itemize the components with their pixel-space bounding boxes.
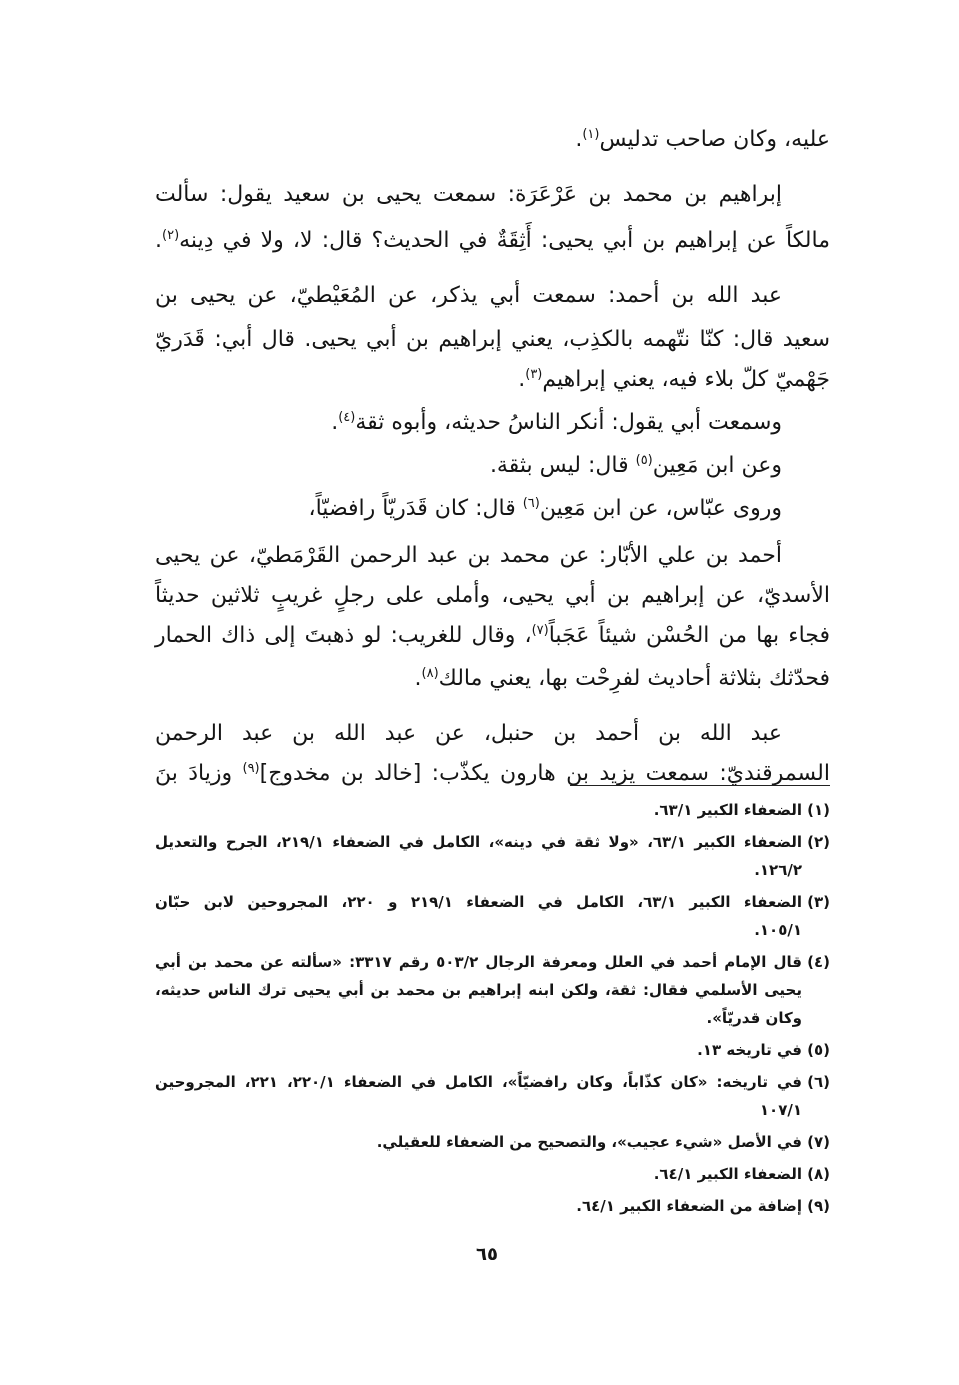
line-text: أحمد بن علي الأبّار: عن محمد بن عبد الرحمن القَرْمَطيّ، عن يحيى — [155, 543, 782, 568]
footnote-marker: (١) — [582, 127, 600, 143]
footnote-body — [155, 1192, 802, 1220]
text-line — [155, 659, 830, 702]
footnote-line: يحيى الأسلمي فقال: ثقة، ولكن ابنه إبراهيم بن محمد بن أبي يحيى ترك الناس حديثه، — [155, 981, 802, 999]
footnote-body — [155, 1160, 802, 1188]
line-text: فحدّثك بثلاثة أحاديث لفرِحْت بها، يعني مالك — [438, 666, 830, 691]
main-text — [155, 120, 830, 797]
footnote-marker: (٣) — [525, 367, 543, 383]
footnote-line: قال الإمام أحمد في العلل ومعرفة الرجال ٥٠٣/٢ رقم ٣٣١٧: «سألته عن محمد بن أبي — [155, 953, 802, 971]
footnote — [155, 828, 830, 884]
text-line — [155, 714, 830, 754]
line-text: عبد الله بن أحمد بن حنبل، عن عبد الله بن عبد الرحمن — [155, 721, 782, 746]
footnote-marker: (٩) — [242, 761, 260, 777]
text-line — [155, 360, 830, 403]
line-text: وعن ابن مَعِين — [652, 453, 782, 478]
footnote-marker: (٦) — [522, 496, 540, 512]
footnote-body — [155, 948, 802, 1032]
footnote — [155, 1160, 830, 1188]
text-line — [155, 221, 830, 264]
footnote-number: (٣) — [807, 893, 830, 911]
footnote — [155, 948, 830, 1032]
footnote-number: (٨) — [807, 1165, 830, 1183]
footnote-line: الضعفاء الكبير ٦٣/١، الكامل في الضعفاء ٢١٩/١ و ٢٢٠، المجروحين لابن حبّان — [155, 893, 802, 911]
line-text: وروى عبّاس، عن ابن مَعِين — [539, 496, 782, 521]
footnote-number: (٧) — [807, 1133, 830, 1151]
text-line — [155, 446, 830, 489]
text-line — [155, 489, 830, 532]
footnote-line: الضعفاء الكبير ٦٣/١. — [653, 801, 802, 819]
line-text-after: ، وقال للغريب: لو ذهبتَ إلى ذاك الحمار — [155, 623, 532, 648]
text-line — [155, 320, 830, 360]
text-line — [155, 403, 830, 446]
line-text-after: . — [414, 666, 422, 691]
footnote-number: (٥) — [807, 1041, 830, 1059]
footnote-line: إضافة من الضعفاء الكبير ٦٤/١. — [576, 1197, 802, 1215]
footnote — [155, 1192, 830, 1220]
line-text-after: . — [155, 228, 162, 253]
line-text: السمرقنديّ: سمعت يزيد بن هارون يكذّب: [خالد بن مخدوج] — [259, 761, 830, 786]
footnote-line: ١٢٦/٢. — [754, 861, 802, 879]
footnote-number: (٦) — [807, 1073, 830, 1091]
footnote — [155, 796, 830, 824]
footnote-line: في الأصل «شيء عجيب»، والتصحيح من الضعفاء للعقيلي. — [376, 1133, 802, 1151]
footnote-body — [155, 1128, 802, 1156]
line-text: سعيد قال: كنّا نتّهمه بالكذِب، يعني إبراهيم بن أبي يحيى. قال أبي: قَدَريّ — [155, 327, 830, 352]
page-number: ٦٥ — [476, 1244, 498, 1265]
footnote — [155, 1068, 830, 1124]
line-text: عبد الله بن أحمد: سمعت أبي يذكر، عن المُعَيْطيّ، عن يحيى بن — [155, 283, 782, 308]
footnote-line: ١٠٥/١. — [754, 921, 802, 939]
footnote-line: وكان قدريّاً». — [706, 1009, 802, 1027]
footnote-line: الضعفاء الكبير ٦٣/١، «ولا ثقة في دينه»، الكامل في الضعفاء ٢١٩/١، الجرح والتعديل — [155, 833, 802, 851]
footnote — [155, 1128, 830, 1156]
line-text-after: وزيادَ بنَ — [155, 761, 243, 786]
line-text: إبراهيم بن محمد بن عَرْعَرَة: سمعت يحيى بن سعيد يقول: سألت — [155, 182, 782, 207]
footnotes — [155, 796, 830, 1220]
footnote-line: الضعفاء الكبير ٦٤/١. — [653, 1165, 802, 1183]
text-line — [155, 175, 830, 215]
footnote-number: (٢) — [807, 833, 830, 851]
text-line — [155, 576, 830, 616]
line-text: فجاء بها من الحُسْن شيئاً عَجَباً — [548, 623, 830, 648]
footnote-body — [155, 1036, 802, 1064]
text-line — [155, 120, 830, 163]
footnote-line: في تاريخه ١٣. — [697, 1041, 802, 1059]
footnote-body — [155, 828, 802, 884]
text-line — [155, 616, 830, 659]
line-text-after: . — [575, 127, 583, 152]
footnote-body — [155, 888, 802, 944]
footnote-line: ١٠٧/١ — [759, 1101, 802, 1119]
line-text: عليه، وكان صاحب تدليس — [599, 127, 830, 152]
footnote-marker: (٨) — [421, 666, 439, 682]
footnote-marker: (٧) — [531, 623, 549, 639]
line-text: جَهْميّ كلّ بلاء فيه، يعني إبراهيم — [542, 367, 830, 392]
text-line — [155, 536, 830, 576]
line-text-after: . — [331, 410, 339, 435]
footnote-marker: (٥) — [635, 453, 653, 469]
footnote-body — [155, 796, 802, 824]
footnote-separator — [570, 785, 830, 786]
footnote-line: في تاريخه: «كان كذّاباً، وكان رافضيّاً»، الكامل في الضعفاء ٢٢٠/١، ٢٢١، المجروحين — [155, 1073, 803, 1091]
footnote-body — [155, 1068, 802, 1124]
line-text-after: قال: كان قَدَريّاً رافضيّاً، — [308, 496, 523, 521]
line-text: وسمعت أبي يقول: أنكر الناسُ حديثه، وأبوه ثقة — [355, 410, 782, 435]
line-text-after: قال: ليس بثقة. — [489, 453, 636, 478]
footnote — [155, 1036, 830, 1064]
footnote — [155, 888, 830, 944]
footnote-number: (٩) — [807, 1197, 830, 1215]
footnote-marker: (٤) — [338, 410, 356, 426]
line-text-after: . — [518, 367, 526, 392]
line-text: مالكاً عن إبراهيم بن أبي يحيى: أَثِقَةٌ في الحديث؟ قال: لا، ولا في دِينه — [179, 228, 830, 253]
footnote-number: (١) — [807, 801, 830, 819]
text-line — [155, 754, 830, 797]
footnote-marker: (٢) — [162, 228, 180, 244]
footnote-number: (٤) — [807, 953, 830, 971]
text-line — [155, 276, 830, 316]
line-text: الأسديّ، عن إبراهيم بن أبي يحيى، وأملى على رجلٍ غريبٍ ثلاثين حديثاً — [155, 583, 830, 608]
